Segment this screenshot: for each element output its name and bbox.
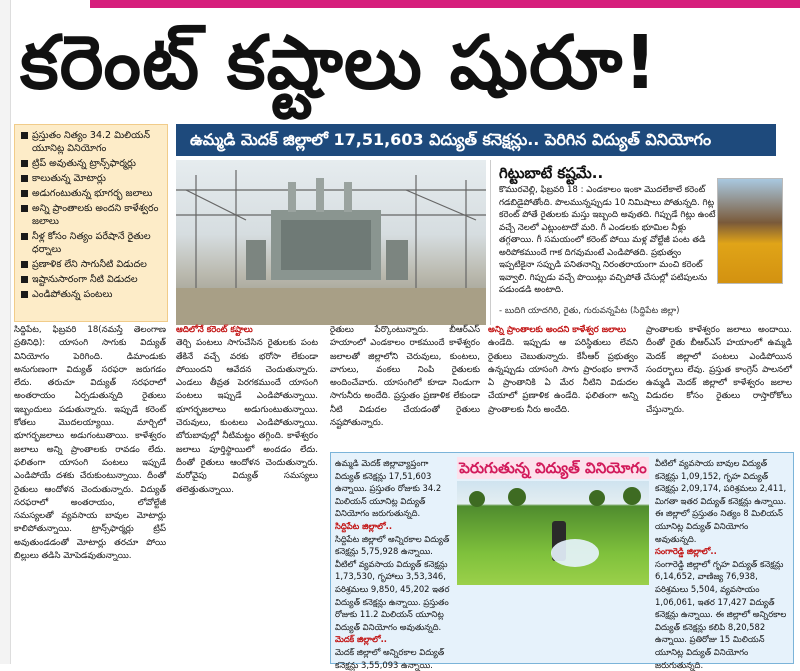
quote-body: కొమురవెల్లి, ఫిబ్రవరి 18 : ఎండకాలం ఇంకా మొదలేకాలే కరెంట్ గడబిడైపోతోంది. పొలమున్నప్పుడు 10 నిమిషాలు పోతున్నది. గిట్ల కరెంట్ పోతే రైతులకు మస్తు ఇబ్బంది అవుతది. గిప్పుడే గిట్లు ఉంటే వచ్చే నెలలో ఎట్లుంటాదో మరి. గీ ఎండలకు భూమిల నీళ్లు తగ్గతాయి. గీ సమయంలో కరెంట్ పోయి మళ్ల వోల్టేజీ పంట తడి అరిపోకముందే గాక దిగవుమంటే ఎండిపోతది. ప్రభుత్వం ఇప్పటికైనా సప్పుడి పనితనాన్ని నిరంతరాయంగా మంచి కరెంట్ ఇవ్వాలి. గిప్పుడు వచ్చే పొయిట్లు వచ్చిపోతే చేసుల్లో పటిపులను పడుండడి అంటాది. (499, 185, 716, 295)
substation-photo (176, 160, 486, 325)
quote-caption: - బుదిగి యాదగిరి, రైతు, గురువన్నపేట (సిద్దిపేట జిల్లా) (499, 306, 680, 316)
district-subhead: సిద్దిపేట జిల్లాలో.. (335, 520, 392, 531)
highlights-box (14, 124, 168, 322)
highlight-item: ఇష్టానుసారంగా నీటి విడుదల (21, 273, 163, 286)
column-text: తెర్చి పంటలు సాగుచేసిన రైతులకు పంట తేకినే వచ్చే వరకు భరోసా లేకుండా పోయిందని ఆవేదన చెందుతున్నారు. ఎండలు తీవ్రత పెరగకముందే యాసంగి పంటలు ఇప్పుడే ఎండిపోతున్నాయి. భూగర్భజలాలు అడుగుంటుతున్నాయి. చెరువులు, కుంటలు ఎండిపోతున్నాయి. బోరుబావుల్లో నీటిమట్టం తగ్గింది. కాళేశ్వరం జలాలు పూర్తిస్థాయిలో అందడం లేదు. దీంతో రైతులు ఆందోళన చెందుతున్నారు. మరోవైపు విద్యుత్ సమస్యలు తలెత్తుతున్నాయి. (176, 338, 318, 495)
highlight-item: కాలుతున్న మోటార్లు (21, 172, 163, 185)
bullet-icon (21, 276, 28, 283)
article-column-5: ప్రాంతాలకు కాళేశ్వరం జలాలు అందాయి. దీంతో రైతు బీఆర్‌ఎస్ హయాంలో ఉమ్మడి మెదక్ జిల్లాలో పంటలు ఎండిపోయిన సందర్భాలు లేవు. ప్రస్తుత కాంగ్రెస్ పాలనలో ఉమ్మడి మెదక్ జిల్లాలో కాళేశ్వరం జలాల విడుదల కోసం రైతులు రాస్తారోకోలు చేస్తున్నారు. (646, 325, 792, 415)
district-subhead: సంగారెడ్డి జిల్లాలో.. (655, 546, 717, 557)
bullet-icon (21, 261, 28, 268)
bullet-icon (21, 205, 28, 212)
bullet-icon (21, 233, 28, 240)
usage-right-column: వీటిలో వ్యవసాయ బావుల విద్యుత్ కనెక్షన్లు 1,09,152, గృహ విద్యుత్ కనెక్షన్లు 2,09,174, పరిశ్రమలు 2,411, మిగతా ఇతర విద్యుత్ కనెక్షన్లు ఉన్నాయి. ఈ జిల్లాలో ప్రస్తుతం నిత్యం 8 మిలియన్ యూనిట్ల విద్యుత్ వినియోగం అవుతున్నది. సంగారెడ్డి జిల్లాలో.. సంగారెడ్డి జిల్లాలో గృహ విద్యుత్ కనెక్షన్లు 6,14,652, వాణిజ్య 76,938, పరిశ్రమలు 5,504, వ్యవసాయం 1,06,061, ఇతర 17,427 విద్యుత్ కనెక్షన్లు ఉన్నాయి. ఈ జిల్లాలో అన్నిరకాల విద్యుత్ కనెక్షన్లు కలిపి 8,20,582 ఉన్నాయి. ప్రతిరోజు 15 మిలియన్ యూనిట్ల విద్యుత్ వినియోగం జరుగుతున్నది. (655, 458, 787, 670)
highlight-item: ట్రిప్ అవుతున్న ట్రాన్స్‌ఫార్మర్లు (21, 157, 163, 170)
headline: కరెంట్ కష్టాలు షురూ! (20, 20, 659, 106)
bullet-icon (21, 160, 28, 167)
article-column-1: సిద్దిపేట, ఫిబ్రవరి 18(నమస్తే తెలంగాణ ప్రతినిధి): యాసంగి సాగుకు విద్యుత్ వినియోగం పెరిగింది. డిమాండుకు అనుగుణంగా విద్యుత్ సరఫరా జరుగడం లేదు. తరుచూ విద్యుత్ సరఫరాలో అంతరాయం ఏర్పడుతున్నది రైతులు ఇబ్బందులు పడుతున్నారు. ఇప్పుడే కరెంట్ కోతలు మొదలయ్యాయి. మార్చిలో భూగర్భజలాలు అడుగంటుతాయి. కాళేశ్వరం జలాలు అన్ని ప్రాంతాలకు రావడం లేదు. ఫలితంగా యాసంగి పంటలు ఇప్పుడే ఎండిపోయే దశకు చేరుకుంటున్నాయి. దీంతో రైతులు ఆందోళన చెందుతున్నారు. విద్యుత్ సరఫరాలో అంతరాయం, లోవోల్టేజీ సమస్యలతో వ్యవసాయ బావుల మోటార్లు కాలిపోతున్నాయి. ట్రాన్స్‌ఫార్మర్లు ట్రిప్ అవుతుండడంతో మోటార్లు తరచూ పోయి బిల్లులు తడిసి మోపెడవుతున్నాయి. (14, 325, 166, 562)
power-usage-box (330, 452, 794, 670)
highlight-item: అడుగంటుతున్న భూగర్భ జలాలు (21, 187, 163, 200)
highlight-item: నీళ్ల కోసం నిత్యం పరేషానే రైతుల ధర్నాలు (21, 230, 163, 256)
field-photo (457, 481, 649, 585)
column-subhead: ఆదిలోనే కరెంట్ కష్టాలు (176, 325, 253, 335)
column-text: ఉండేది. ఇప్పుడు ఆ పరిస్థితులు లేవని రైతులు చెబుతున్నారు. కేసీఆర్ ప్రభుత్వం ఉన్నప్పుడు యాసంగి సాగు ప్రారంభం కాగానే ఏ ప్రాంతానికి ఏ మేర నీటిని విడుదల చేయాలో ప్రణాళిక ఉండేది. ఫలితంగా అన్ని ప్రాంతాలకు నీరు అందేది. (488, 338, 638, 415)
column-subhead: అన్ని ప్రాంతాలకు అందని కాళేశ్వర జలాలు (488, 325, 627, 335)
irrigation-illustration (457, 481, 649, 585)
substation-illustration (176, 160, 486, 325)
district-subhead: మెదక్ జిల్లాలో.. (335, 634, 387, 645)
article-column-2 (176, 324, 318, 662)
article-column-3: రైతులు పేర్కొంటున్నారు. బీఆర్‌ఎస్ హయాంలో ఎండకాలం రాకముందే కాళేశ్వరం జలాలతో జిల్లాలోని చెరువులు, కుంటలు, వాగులు, వంకలు నింపి రైతులకు అందించేవారు. యాసంగిలో కూడా నిండుగా సాగునీరు అందేది. ప్రస్తుతం ప్రణాళిక లేకుండా నీటి విడుదల చేయడంతో రైతులు నష్టపోతున్నారు. (330, 325, 480, 429)
farmer-portrait (717, 178, 783, 284)
bullet-icon (21, 291, 28, 298)
section-banner: ఉమ్మడి మెదక్ జిల్లాలో 17,51,603 విద్యుత్ కనెక్షన్లు.. పెరిగిన విద్యుత్ వినియోగం (176, 124, 776, 156)
power-usage-banner: పెరుగుతున్న విద్యుత్ వినియోగం (457, 457, 649, 479)
quote-title: గిట్టుబాటే కష్టమే.. (499, 164, 604, 182)
usage-left-column: ఉమ్మడి మెదక్ జిల్లావ్యాప్తంగా విద్యుత్ కనెక్షన్లు 17,51,603 ఉన్నాయి. ప్రస్తుతం రోజుకు 34.2 మిలియన్ యూనిట్ల విద్యుత్ వినియోగం జరుగుతున్నది. సిద్దిపేట జిల్లాలో.. సిద్దిపేట జిల్లాలో అన్నిరకాల విద్యుత్ కనెక్షన్లు 5,75,928 ఉన్నాయి. వీటిలో వ్యవసాయ విద్యుత్ కనెక్షన్లు 1,73,530, గృహాలు 3,53,346, పరిశ్రమలు 9,850, 45,202 ఇతర విద్యుత్ కనెక్షన్లు ఉన్నాయి. ప్రస్తుతం రోజుకు 11.2 మిలియన్ యూనిట్ల విద్యుత్ వినియోగం అవుతున్నది. మెదక్ జిల్లాలో.. మెదక్ జిల్లాలో అన్నిరకాల విద్యుత్ కనెక్షన్లు 3,55,093 ఉన్నాయి. (335, 458, 450, 670)
highlight-item: ప్రణాళిక లేని సాగునీటి విడుదల (21, 258, 163, 271)
article-column-4 (488, 324, 638, 448)
highlight-item: ఎండిపోతున్న పంటలు (21, 288, 163, 301)
bullet-icon (21, 175, 28, 182)
left-margin-strip (0, 0, 11, 664)
farmer-quote-box (490, 160, 791, 325)
top-color-bar (90, 0, 800, 8)
bullet-icon (21, 132, 28, 139)
highlight-item: అన్ని ప్రాంతాలకు అందని కాళేశ్వరం జలాలు (21, 202, 163, 228)
bullet-icon (21, 190, 28, 197)
highlight-item: ప్రస్తుతం నిత్యం 34.2 మిలియన్ యూనిట్ల వినియోగం (21, 129, 163, 155)
